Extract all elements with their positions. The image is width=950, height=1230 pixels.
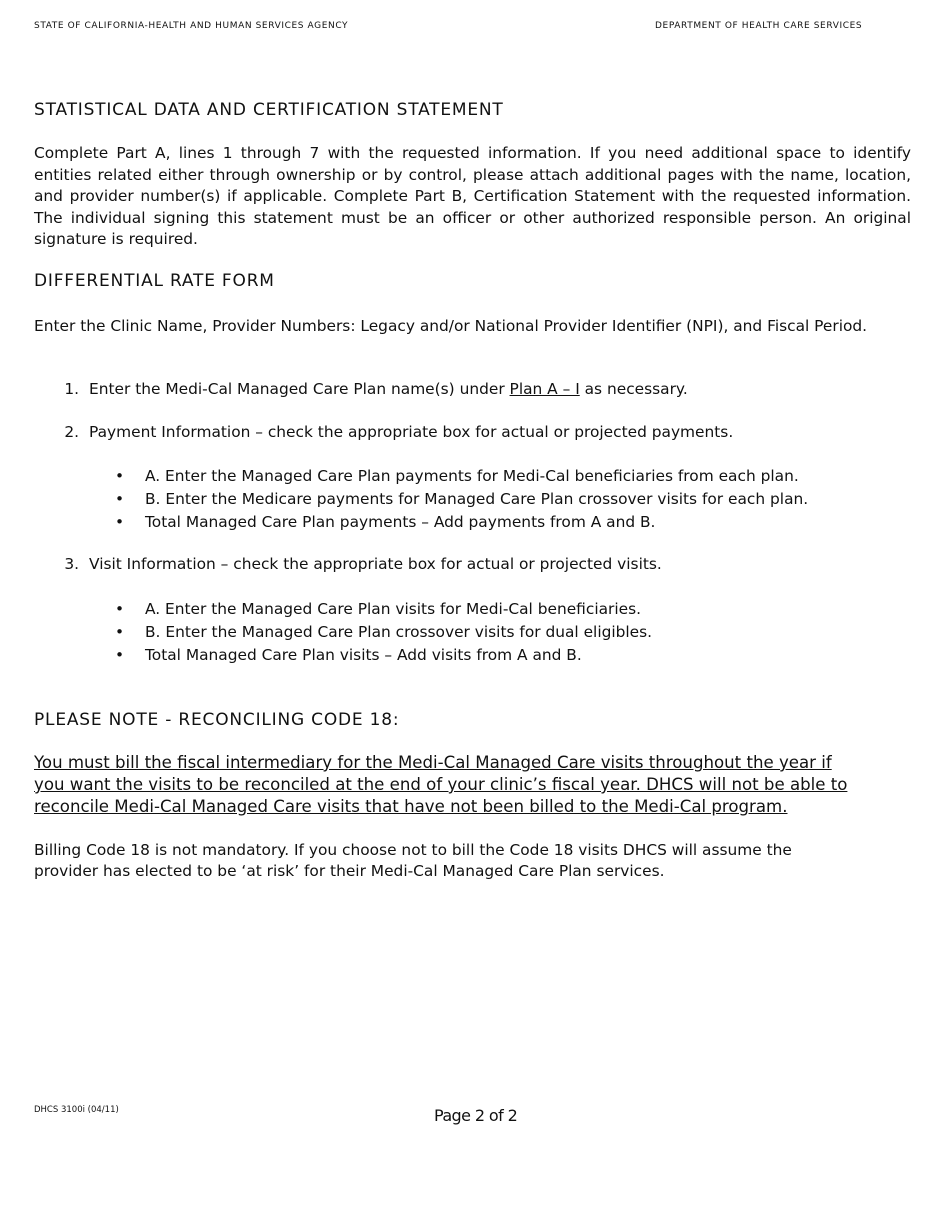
bullet-icon: • — [115, 623, 125, 641]
department-header: DEPARTMENT OF HEALTH CARE SERVICES — [655, 21, 863, 31]
list-item — [89, 379, 688, 401]
billing-paragraph-line: Billing Code 18 is not mandatory. If you choose not to bill the Code 18 visits DHCS will assume the — [34, 841, 792, 859]
bullet-icon: • — [115, 600, 125, 618]
notice-line: you want the visits to be reconciled at the end of your clinic’s fiscal year. DHCS will not be able to — [34, 775, 848, 794]
list-number: 2. — [64, 423, 79, 441]
agency-header: STATE OF CALIFORNIA-HEALTH AND HUMAN SERVICES AGENCY — [34, 21, 349, 31]
notice-line: reconcile Medi-Cal Managed Care visits that have not been billed to the Medi-Cal program. — [34, 797, 788, 816]
statistical-paragraph: Complete Part A, lines 1 through 7 with the requested information. If you need additional space to identify entities related either through ownership or by control, please attach additional pages with the name, location, and provider number(s) if applicable. Complete Part B, Certification Statement with the requested information. The individual signing this statement must be an officer or other authorized responsible person. An original signature is required. — [34, 144, 911, 248]
bullet-item: A. Enter the Managed Care Plan payments for Medi-Cal beneficiaries from each plan. — [145, 467, 799, 485]
bullet-item: A. Enter the Managed Care Plan visits for Medi-Cal beneficiaries. — [145, 600, 642, 618]
billing-paragraph-line: provider has elected to be ‘at risk’ for their Medi-Cal Managed Care Plan services. — [34, 862, 665, 880]
bullet-icon: • — [115, 513, 125, 531]
list-number: 1. — [64, 380, 79, 398]
bullet-item: B. Enter the Medicare payments for Managed Care Plan crossover visits for each plan. — [145, 490, 809, 508]
section-title-statistical: STATISTICAL DATA AND CERTIFICATION STATEMENT — [34, 100, 504, 120]
list-item-text: Enter the Medi-Cal Managed Care Plan name(s) under — [89, 380, 510, 398]
notice-line: You must bill the fiscal intermediary for the Medi-Cal Managed Care visits throughout the year if — [34, 753, 832, 772]
bullet-item: Total Managed Care Plan payments – Add payments from A and B. — [145, 513, 656, 531]
section-title-differential: DIFFERENTIAL RATE FORM — [34, 271, 275, 291]
section-title-please-note: PLEASE NOTE - RECONCILING CODE 18: — [34, 710, 400, 730]
bullet-icon: • — [115, 646, 125, 664]
list-number: 3. — [64, 555, 79, 573]
differential-intro: Enter the Clinic Name, Provider Numbers: Legacy and/or National Provider Identifier (NPI), and Fiscal Period. — [34, 317, 868, 335]
bullet-item: B. Enter the Managed Care Plan crossover visits for dual eligibles. — [145, 623, 653, 641]
bullet-item: Total Managed Care Plan visits – Add visits from A and B. — [145, 646, 582, 664]
list-item-text: as necessary. — [579, 380, 688, 398]
plan-range-underlined: Plan A – I — [509, 380, 580, 398]
bullet-icon: • — [115, 490, 125, 508]
page-number: Page 2 of 2 — [434, 1106, 518, 1125]
bullet-icon: • — [115, 467, 125, 485]
list-item: Visit Information – check the appropriate box for actual or projected visits. — [89, 555, 662, 573]
list-item: Payment Information – check the appropriate box for actual or projected payments. — [89, 423, 734, 441]
form-id: DHCS 3100i (04/11) — [34, 1105, 119, 1115]
